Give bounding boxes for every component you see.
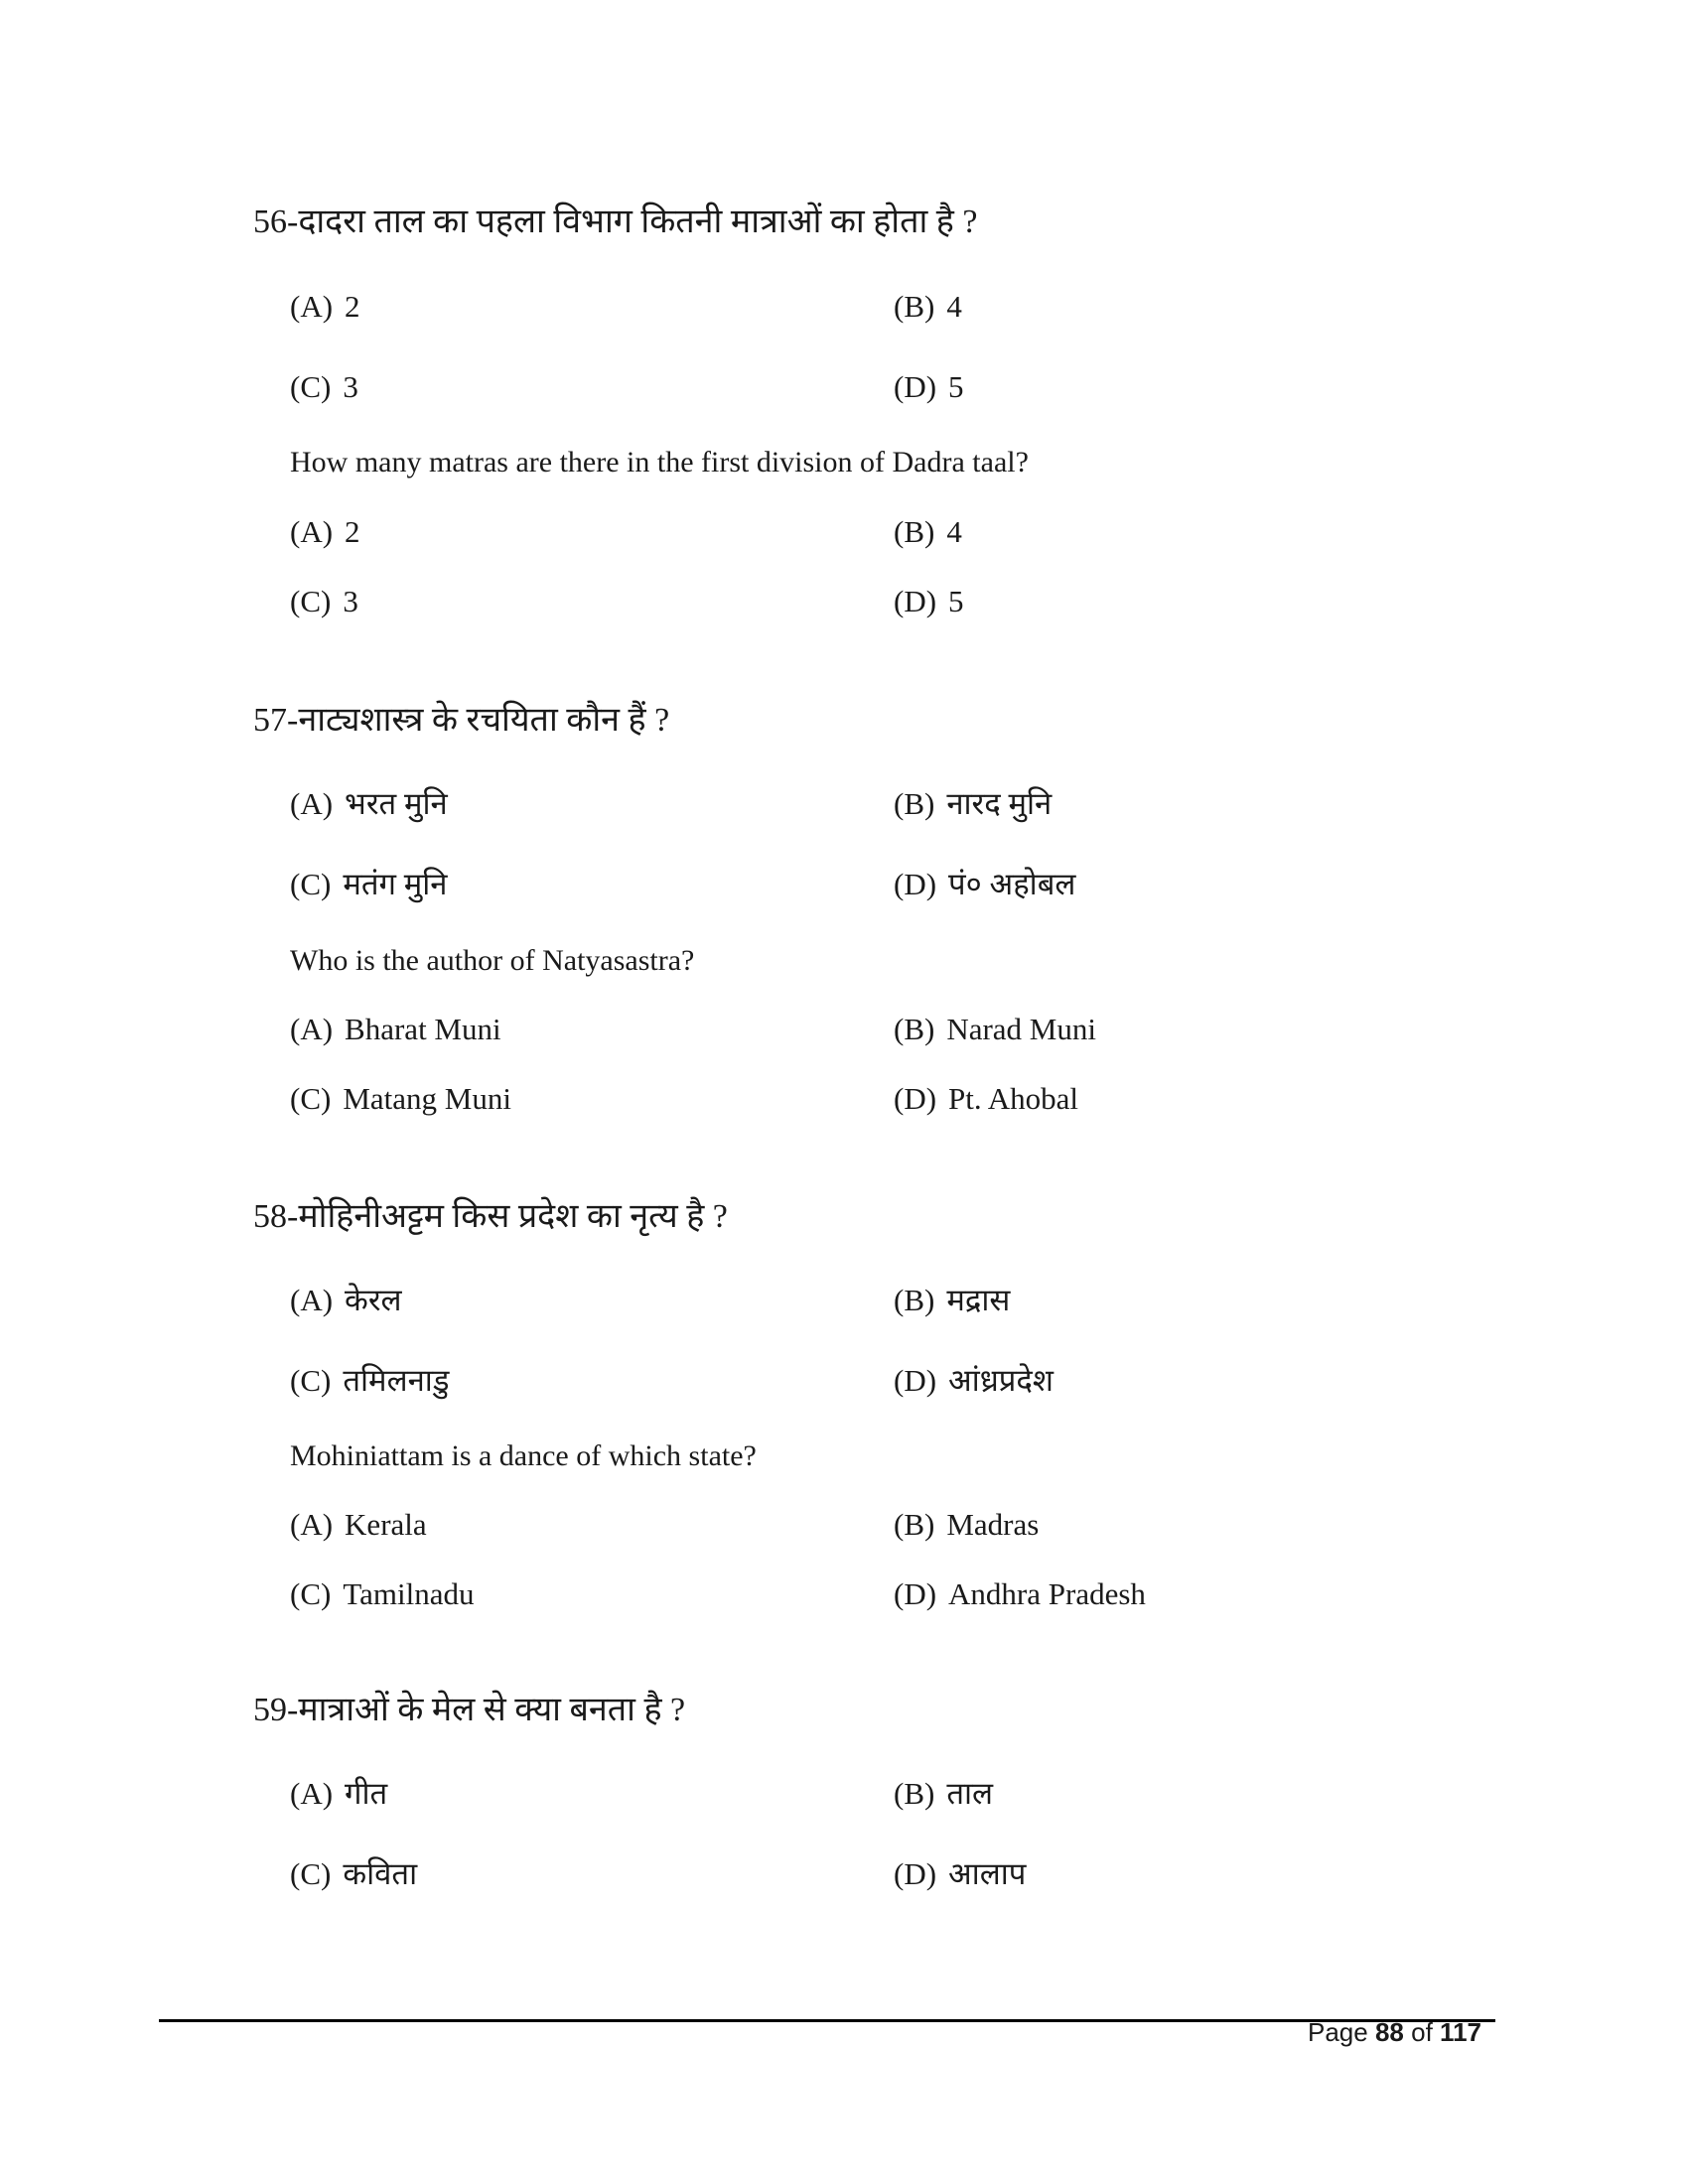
q58-hi-option-b: (B) मद्रास [894, 1283, 1011, 1317]
q57-hi-option-a: (A) भरत मुनि [290, 786, 448, 821]
question-56-hindi: 56-दादरा ताल का पहला विभाग कितनी मात्राओं का होता है ? [253, 204, 978, 240]
q57-hi-option-b: (B) नारद मुनि [894, 786, 1053, 821]
q56-hi-option-c: (C) 3 [290, 369, 358, 404]
question-56-english: How many matras are there in the first division of Dadra taal? [290, 446, 1029, 478]
q59-hi-option-b: (B) ताल [894, 1776, 994, 1811]
q58-en-option-a: (A) Kerala [290, 1507, 427, 1542]
q58-en-option-c: (C) Tamilnadu [290, 1576, 475, 1611]
q57-en-option-b: (B) Narad Muni [894, 1012, 1096, 1046]
q57-en-option-c: (C) Matang Muni [290, 1081, 511, 1116]
q58-hi-option-a: (A) केरल [290, 1283, 402, 1317]
q59-hi-option-a: (A) गीत [290, 1776, 388, 1811]
q57-hi-option-d: (D) पं० अहोबल [894, 867, 1076, 901]
q58-en-option-b: (B) Madras [894, 1507, 1040, 1542]
q57-en-option-a: (A) Bharat Muni [290, 1012, 501, 1046]
q56-hi-option-d: (D) 5 [894, 369, 964, 404]
q58-hi-option-c: (C) तमिलनाडु [290, 1363, 450, 1398]
question-57-english: Who is the author of Natyasastra? [290, 944, 695, 977]
q56-hi-option-a: (A) 2 [290, 289, 360, 324]
question-57-hindi: 57-नाट्यशास्त्र के रचयिता कौन हैं ? [253, 702, 670, 739]
page-number: Page 88 of 117 [1308, 2017, 1481, 2047]
q57-hi-option-c: (C) मतंग मुनि [290, 867, 448, 901]
q56-en-option-a: (A) 2 [290, 514, 360, 549]
q56-en-option-d: (D) 5 [894, 584, 964, 618]
q57-en-option-d: (D) Pt. Ahobal [894, 1081, 1078, 1116]
question-59-hindi: 59-मात्राओं के मेल से क्या बनता है ? [253, 1692, 686, 1728]
question-58-english: Mohiniattam is a dance of which state? [290, 1439, 757, 1472]
q56-hi-option-b: (B) 4 [894, 289, 962, 324]
q58-hi-option-d: (D) आंध्रप्रदेश [894, 1363, 1054, 1398]
q56-en-option-c: (C) 3 [290, 584, 358, 618]
footer-divider [159, 2019, 1495, 2022]
q59-hi-option-c: (C) कविता [290, 1856, 418, 1891]
q56-en-option-b: (B) 4 [894, 514, 962, 549]
question-58-hindi: 58-मोहिनीअट्टम किस प्रदेश का नृत्य है ? [253, 1198, 728, 1235]
q59-hi-option-d: (D) आलाप [894, 1856, 1027, 1891]
q58-en-option-d: (D) Andhra Pradesh [894, 1576, 1146, 1611]
